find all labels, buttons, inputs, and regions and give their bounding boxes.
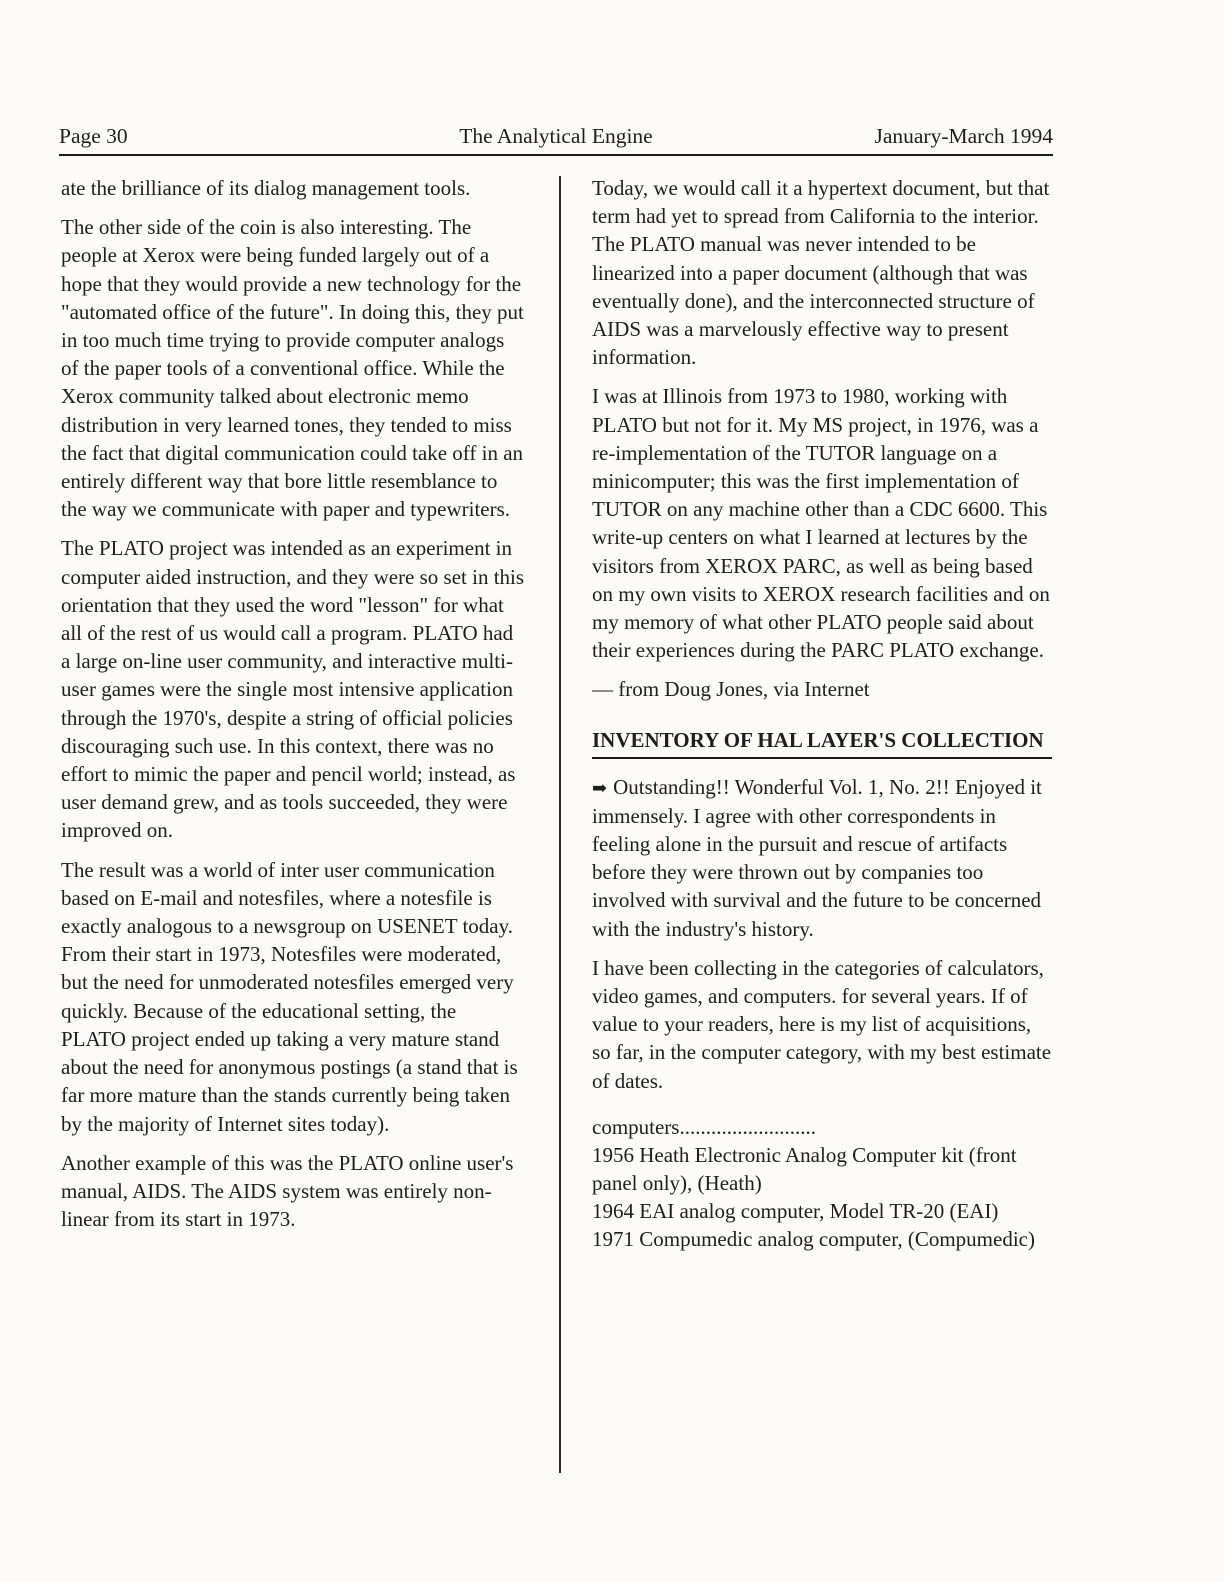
section-heading: INVENTORY OF HAL LAYER'S COLLECTION <box>592 726 1052 759</box>
page-number: Page 30 <box>59 124 128 148</box>
paragraph: Today, we would call it a hypertext document, but that term had yet to spread from California to the interior. The PLATO manual was never intended to be linearized into a paper document (although that was eventually done), and the interconnected structure of AIDS was a marvelously effective way to present information. <box>592 176 1050 370</box>
list-item: 1956 Heath Electronic Analog Computer kit (front panel only), (Heath) <box>592 1142 1017 1195</box>
left-column <box>61 174 525 1244</box>
letter-text: Outstanding!! Wonderful Vol. 1, No. 2!! Enjoyed it immensely. I agree with other correspondents in feeling alone in the pursuit and rescue of artifacts before they were thrown out by companies too involved with survival and the future to be concerned with the industry's history. <box>592 774 1042 941</box>
arrow-right-icon: ➡ <box>592 777 608 798</box>
list-header: computers.......................... <box>592 1114 816 1139</box>
paragraph: The PLATO project was intended as an experiment in computer aided instruction, and they were so set in this orientation that they used the word "lesson" for what all of the rest of us would call a program. PLATO had a large on-line user community, and interactive multi-user games were the single most intensive application through the 1970's, despite a string of official policies discouraging such use. In this context, there was no effort to mimic the paper and pencil world; instead, as user demand grew, and as tools succeeded, they were improved on. <box>61 536 525 843</box>
list-item: 1971 Compumedic analog computer, (Compumedic) <box>592 1226 1035 1251</box>
list-item: 1964 EAI analog computer, Model TR-20 (EAI) <box>592 1198 999 1223</box>
column-divider <box>559 176 561 1473</box>
acquisition-list <box>592 1113 1052 1253</box>
running-header <box>59 122 1053 156</box>
publication-title: The Analytical Engine <box>459 124 653 148</box>
right-column <box>592 174 1052 1253</box>
paragraph: The result was a world of inter user communication based on E-mail and notesfiles, where a notesfile is exactly analogous to a newsgroup on USENET today. From their start in 1973, Notesfiles were moderated, but the need for unmoderated notesfiles emerged very quickly. Because of the educational setting, the PLATO project ended up taking a very mature stand about the need for anonymous postings (a stand that is far more mature than the stands currently being taken by the majority of Internet sites today). <box>61 857 518 1136</box>
attribution: — from Doug Jones, via Internet <box>592 677 870 702</box>
issue-date: January-March 1994 <box>874 124 1053 148</box>
paragraph: Another example of this was the PLATO online user's manual, AIDS. The AIDS system was entirely non-linear from its start in 1973. <box>61 1150 514 1232</box>
paragraph: I was at Illinois from 1973 to 1980, working with PLATO but not for it. My MS project, in 1976, was a re-implementation of the TUTOR language on a minicomputer; this was the first implementation of TUTOR on any machine other than a CDC 6600. This write-up centers on what I learned at lectures by the visitors from XEROX PARC, as well as being based on my own visits to XEROX research facilities and on my memory of what other PLATO people said about their experiences during the PARC PLATO exchange. <box>592 384 1050 663</box>
paragraph: I have been collecting in the categories of calculators, video games, and computers. for several years. If of value to your readers, here is my list of acquisitions, so far, in the computer category, with my best estimate of dates. <box>592 955 1052 1093</box>
letter-paragraph <box>592 773 1052 943</box>
paragraph: The other side of the coin is also interesting. The people at Xerox were being funded largely out of a hope that they would provide a new technology for the "automated office of the future". In doing this, they put in too much time trying to provide computer analogs of the paper tools of a conventional office. While the Xerox community talked about electronic memo distribution in very learned tones, they tended to miss the fact that digital communication could take off in an entirely different way that bore little resemblance to the way we communicate with paper and typewriters. <box>61 215 524 522</box>
paragraph: ate the brilliance of its dialog management tools. <box>61 176 471 200</box>
